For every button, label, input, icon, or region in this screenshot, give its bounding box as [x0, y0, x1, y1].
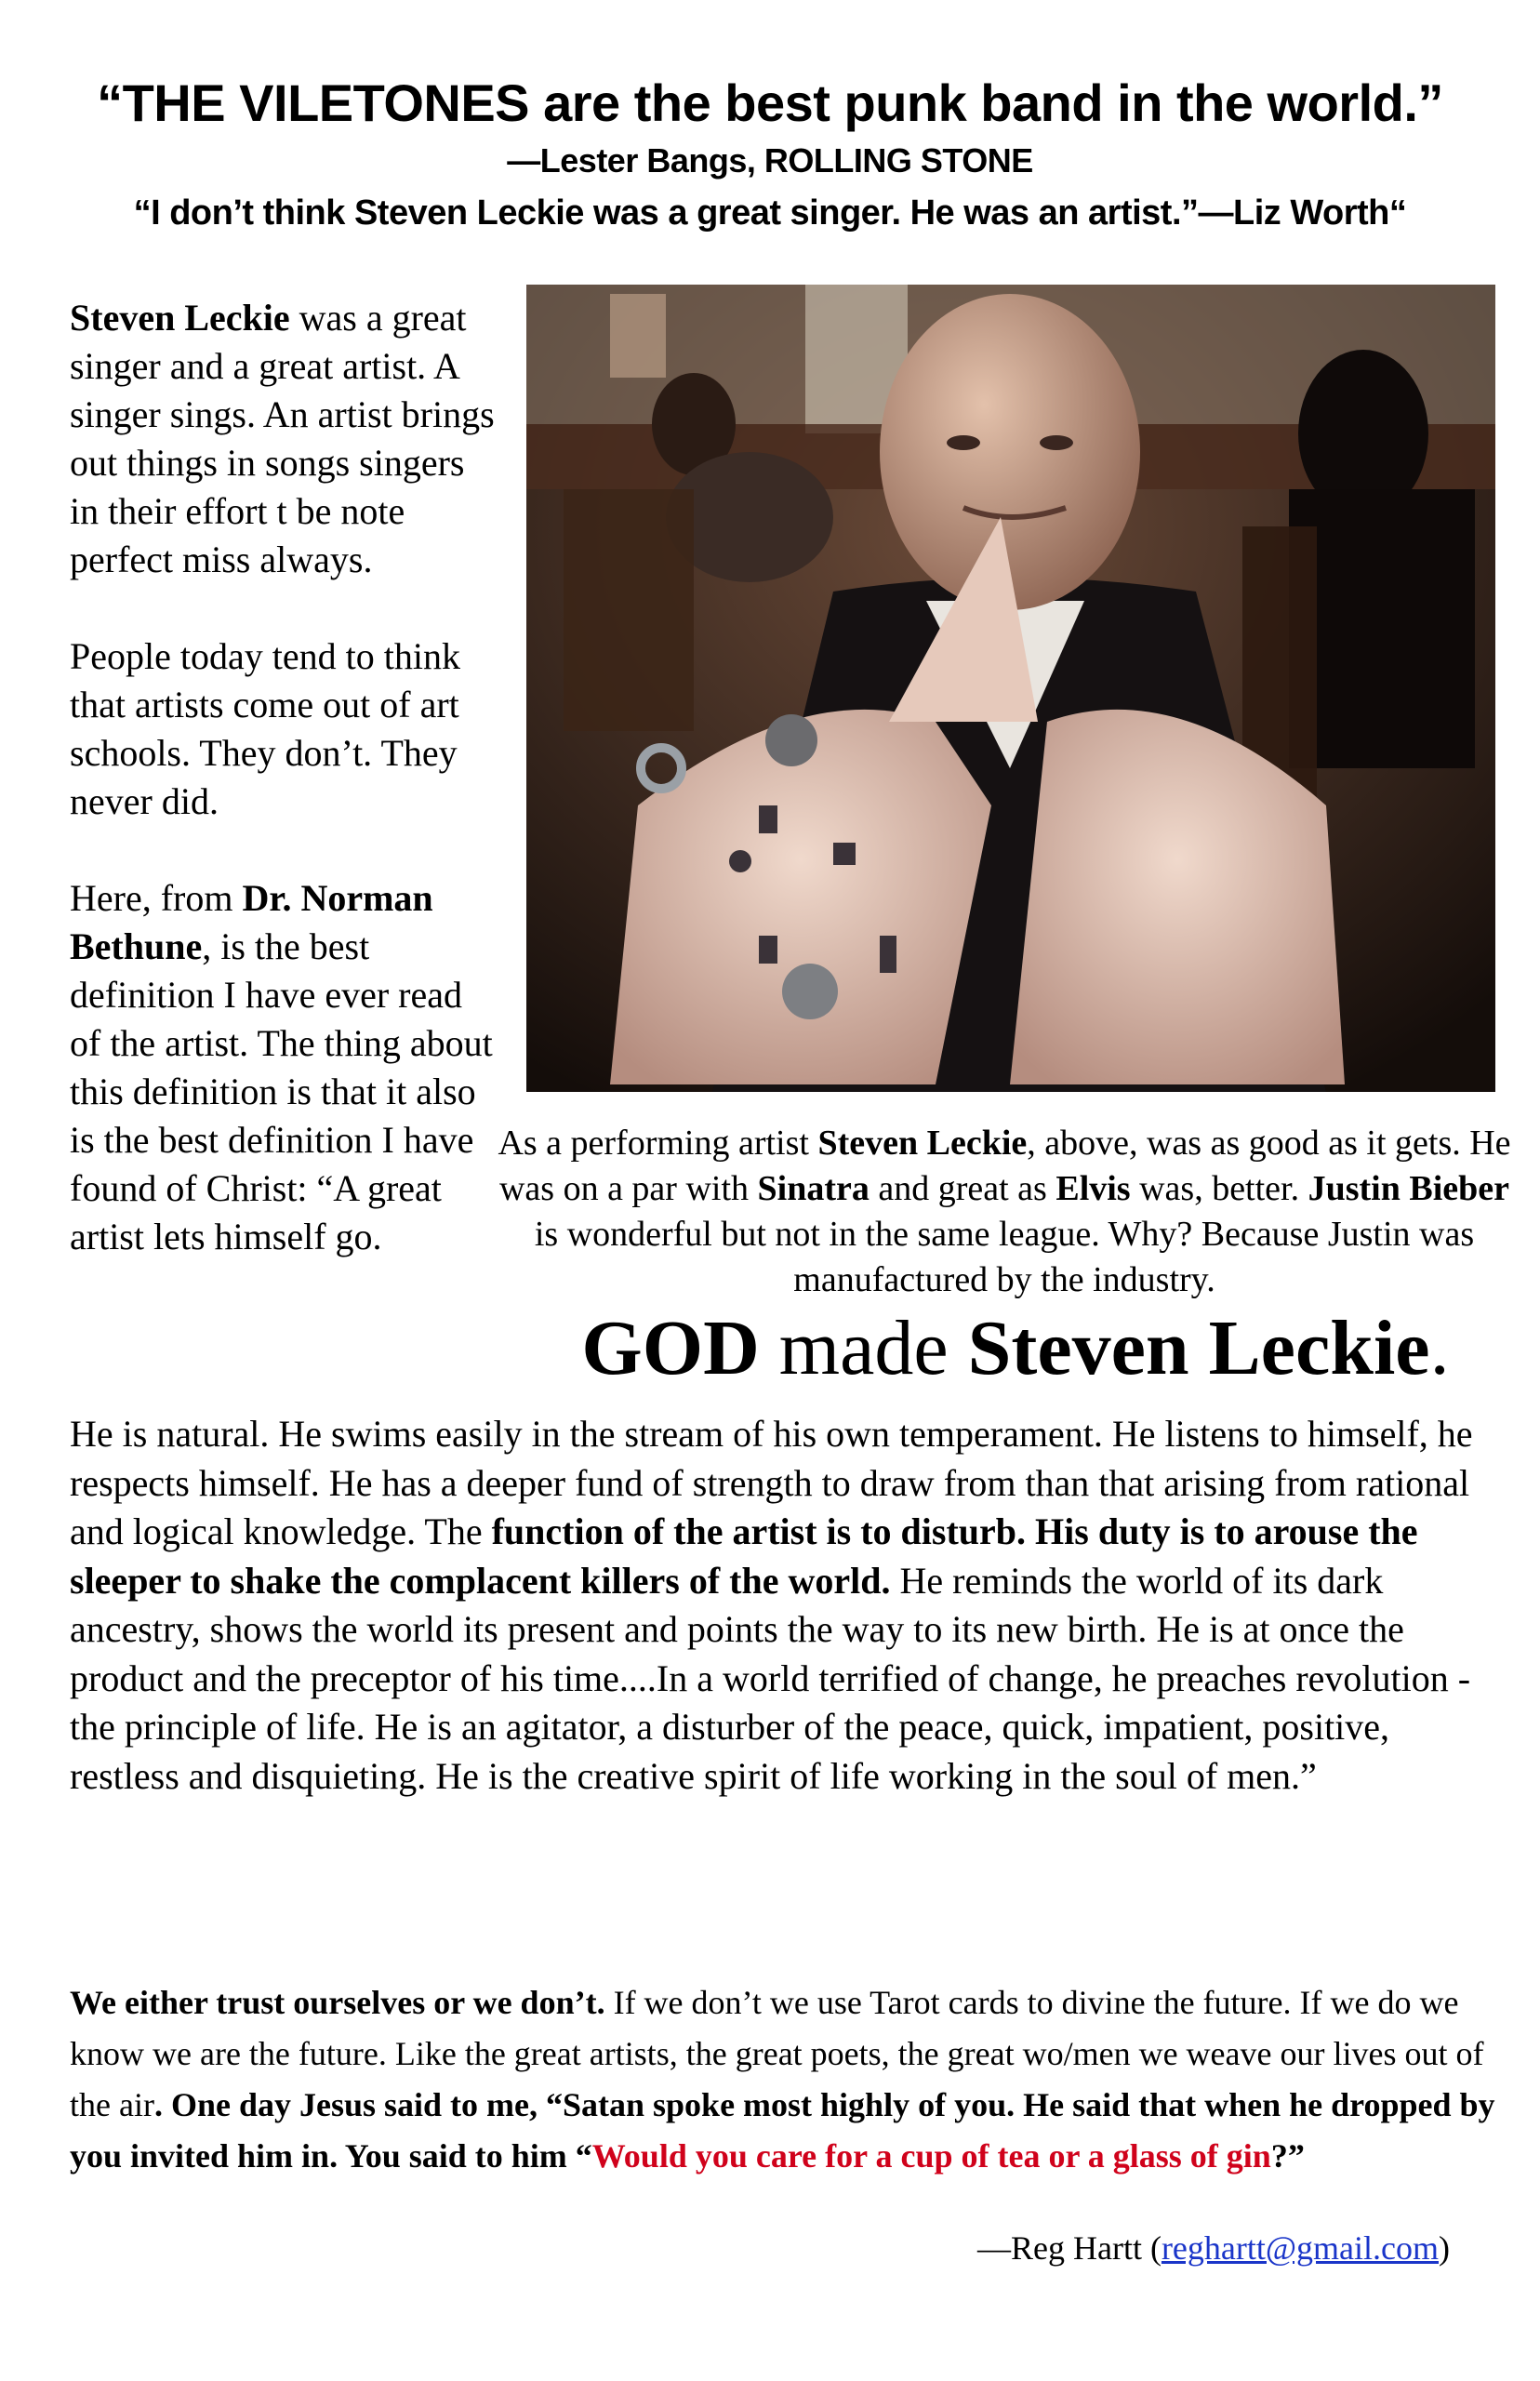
- intro-paragraph-3: [70, 874, 498, 1261]
- steven-leckie-photo: [526, 285, 1495, 1092]
- caption-bold-sinatra: Sinatra: [757, 1169, 870, 1208]
- headline-quote: “THE VILETONES are the best punk band in the world.”: [97, 73, 1443, 132]
- closing-end: ?”: [1270, 2137, 1305, 2175]
- caption-text-2: , above, was as good as it gets. He was on a par with: [498, 1124, 1511, 1208]
- quote-bold: function of the artist is to disturb. His duty is to arouse the sleeper to shake the complacent killers of the world.: [70, 1510, 1418, 1602]
- intro-p3-a: Here, from: [70, 877, 243, 919]
- second-quote: “I don’t think Steven Leckie was a great singer. He was an artist.”—Liz Worth“: [133, 193, 1407, 233]
- email-link[interactable]: reghartt@gmail.com: [1161, 2229, 1439, 2267]
- god-word: GOD: [581, 1305, 760, 1391]
- intro-paragraph-2: People today tend to think that artists come out of art schools. They don’t. They never did.: [70, 635, 460, 822]
- caption-text-4: was, better.: [1130, 1169, 1308, 1208]
- god-line-name: Steven Leckie: [967, 1305, 1430, 1391]
- quote-text-2: He reminds the world of its dark ancestry, shows the world its present and points the way to its new birth. He is at once the product and the preceptor of his time....In a world terrified of change, he preaches revolution - the principle of life. He is an agitator, a disturber of the peace, quick, impatient, positive, restless and disquieting. He is the creative spirit of life working in the soul of men.”: [70, 1559, 1471, 1797]
- steven-leckie-name: Steven Leckie: [70, 297, 290, 339]
- made-word: made: [759, 1305, 968, 1391]
- closing-paragraph: [70, 1977, 1502, 2182]
- caption-text-1: As a performing artist: [498, 1124, 818, 1163]
- quote-text-1: He is natural. He swims easily in the stream of his own temperament. He listens to himself, he respects himself. He has a deeper fund of strength to draw from than that arising from rational and logical knowledge. The: [70, 1413, 1473, 1552]
- intro-paragraph-1: [70, 294, 498, 584]
- closing-text-1: If we don’t we use Tarot cards to divine the future. If we do we know we are the future. Like the great artists, the great poets, the great wo/men we weave our lives out of the air: [70, 1984, 1484, 2123]
- closing-bold-2: . One day Jesus said to me, “Satan spoke most highly of you. He said that when he dropped by you invited him in. You said to him: [70, 2086, 1495, 2175]
- god-line-period: .: [1429, 1305, 1450, 1391]
- signature-close: ): [1439, 2229, 1450, 2267]
- signature-name: —Reg Hartt (: [976, 2229, 1162, 2267]
- signature: [977, 2228, 1450, 2268]
- closing-open-quote: “: [575, 2137, 592, 2175]
- bethune-quote: [70, 1410, 1502, 1801]
- caption-bold-leckie: Steven Leckie: [817, 1124, 1028, 1163]
- closing-bold-1: We either trust ourselves or we don’t.: [70, 1984, 605, 2021]
- intro-p3-b: , is the best definition I have ever read of the artist. The thing about this definition is that it also is the best definition I have found of Christ: “A great artist lets himself go.: [70, 925, 493, 1257]
- caption-text-3: and great as: [869, 1169, 1056, 1208]
- caption-bold-bieber: Justin Bieber: [1308, 1169, 1510, 1208]
- caption-text-5: is wonderful but not in the same league. Why? Because Justin was manufactured by the industry.: [534, 1215, 1475, 1299]
- intro-p1-text: was a great singer and a great artist. A singer sings. An artist brings out things in songs singers in their effort t be note perfect miss always.: [70, 297, 495, 580]
- closing-red-quote: Would you care for a cup of tea or a glass of gin: [591, 2137, 1271, 2175]
- headline-attribution: —Lester Bangs, ROLLING STONE: [507, 141, 1033, 180]
- photo-illustration: [526, 285, 1495, 1092]
- intro-column: [70, 294, 498, 1261]
- bethune-name: Dr. Norman Bethune: [70, 877, 433, 967]
- god-made-line: [513, 1302, 1518, 1395]
- photo-caption: [493, 1121, 1516, 1303]
- caption-bold-elvis: Elvis: [1055, 1169, 1131, 1208]
